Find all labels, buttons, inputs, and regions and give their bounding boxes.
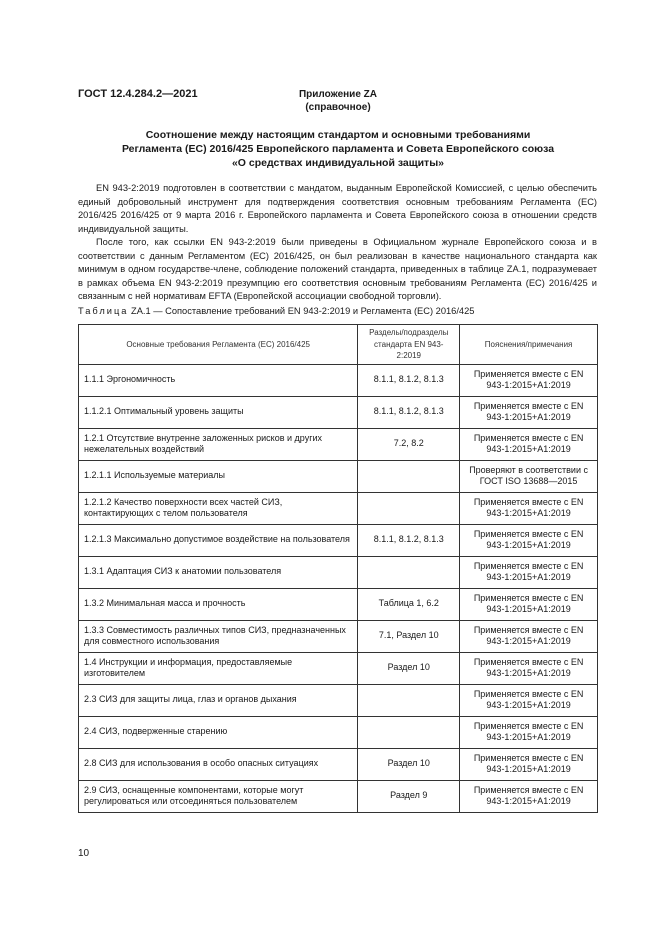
table-row [79,620,598,652]
table-row [79,716,598,748]
section-cell [358,492,460,524]
section-cell: 7.1, Раздел 10 [358,620,460,652]
section-cell: Раздел 9 [358,780,460,812]
section-cell: Раздел 10 [358,748,460,780]
annex-heading [78,88,598,114]
note-cell: Применяется вместе с EN 943-1:2015+A1:2019 [460,396,598,428]
column-header: Основные требования Регламента (ЕС) 2016/425 [79,325,358,365]
note-cell: Применяется вместе с EN 943-1:2015+A1:2019 [460,620,598,652]
note-cell: Применяется вместе с EN 943-1:2015+A1:2019 [460,588,598,620]
table-row [79,524,598,556]
requirement-cell: 1.2.1.2 Качество поверхности всех частей СИЗ, контактирующих с телом пользователя [79,492,358,524]
requirement-cell: 1.1.1 Эргономичность [79,364,358,396]
requirement-cell: 1.3.3 Совместимость различных типов СИЗ, предназначенных для совместного использования [79,620,358,652]
requirement-cell: 1.4 Инструкции и информация, предоставляемые изготовителем [79,652,358,684]
annex-main-title [78,128,598,170]
note-cell: Применяется вместе с EN 943-1:2015+A1:2019 [460,748,598,780]
caption-text: ZA.1 — Сопоставление требований EN 943-2:2019 и Регламента (ЕС) 2016/425 [131,306,475,316]
section-cell: 8.1.1, 8.1.2, 8.1.3 [358,524,460,556]
table-row [79,556,598,588]
table-caption [78,306,474,316]
note-cell: Применяется вместе с EN 943-1:2015+A1:2019 [460,556,598,588]
requirement-cell: 1.2.1 Отсутствие внутренне заложенных рисков и других нежелательных воздействий [79,428,358,460]
body-text [78,182,597,304]
document-header: ГОСТ 12.4.284.2—2021 [78,88,198,100]
table-row [79,748,598,780]
requirement-cell: 2.9 СИЗ, оснащенные компонентами, которые могут регулироваться или отсоединяться пользователем [79,780,358,812]
requirement-cell: 2.3 СИЗ для защиты лица, глаз и органов дыхания [79,684,358,716]
column-header: Разделы/подразделы стандарта EN 943-2:2019 [358,325,460,365]
paragraph: EN 943-2:2019 подготовлен в соответствии с мандатом, выданным Европейской Комиссией, с целью обеспечить единый добровольный инструмент для подтверждения соответствия основным требованиям Регламента (ЕС) 2016/425 2016/425 от 9 марта 2016 г. Европейского парламента и Совета Европейского союза в отношении средств индивидуальной защиты. [78,183,597,234]
note-cell: Применяется вместе с EN 943-1:2015+A1:2019 [460,716,598,748]
table-row [79,364,598,396]
section-cell: Раздел 10 [358,652,460,684]
note-cell: Применяется вместе с EN 943-1:2015+A1:2019 [460,652,598,684]
requirement-cell: 1.1.2.1 Оптимальный уровень защиты [79,396,358,428]
table-row [79,460,598,492]
requirement-cell: 2.8 СИЗ для использования в особо опасных ситуациях [79,748,358,780]
annex-title: Приложение ZA [298,89,378,100]
title-line: Регламента (ЕС) 2016/425 Европейского парламента и Совета Европейского союза [121,143,555,155]
note-cell: Применяется вместе с EN 943-1:2015+A1:2019 [460,524,598,556]
section-cell [358,716,460,748]
section-cell: 8.1.1, 8.1.2, 8.1.3 [358,364,460,396]
requirements-table [78,324,598,813]
caption-prefix: Таблица [78,306,129,316]
table-row [79,684,598,716]
section-cell: 7.2, 8.2 [358,428,460,460]
requirement-cell: 1.2.1.1 Используемые материалы [79,460,358,492]
section-cell [358,460,460,492]
section-cell: Таблица 1, 6.2 [358,588,460,620]
table-row [79,428,598,460]
table-row [79,780,598,812]
table-row [79,652,598,684]
note-cell: Применяется вместе с EN 943-1:2015+A1:2019 [460,364,598,396]
note-cell: Проверяют в соответствии с ГОСТ ISO 13688—2015 [460,460,598,492]
page-number: 10 [78,848,90,859]
table-row [79,396,598,428]
table-header-row [79,325,598,365]
annex-subtitle: (справочное) [305,102,371,113]
title-line: «О средствах индивидуальной защиты» [231,157,445,169]
paragraph: После того, как ссылки EN 943-2:2019 были приведены в Официальном журнале Европейского союза и в соответствии с данным Регламентом (ЕС) 2016/425, он был реализован в качестве национального стандарта как минимум в одном государстве-члене, соблюдение положений стандарта, приведенных в таблице ZA.1, подразумевает в рамках объема EN 943-2:2019 презумпцию его соответствия основным требованиям Регламента (ЕС) 2016/425 и связанным с ней нормативам EFTA (Европейской ассоциации свободной торговли). [78,237,597,301]
column-header: Пояснения/примечания [460,325,598,365]
section-cell: 8.1.1, 8.1.2, 8.1.3 [358,396,460,428]
note-cell: Применяется вместе с EN 943-1:2015+A1:2019 [460,428,598,460]
note-cell: Применяется вместе с EN 943-1:2015+A1:2019 [460,492,598,524]
note-cell: Применяется вместе с EN 943-1:2015+A1:2019 [460,780,598,812]
title-line: Соотношение между настоящим стандартом и основными требованиями [145,129,531,141]
requirement-cell: 1.3.2 Минимальная масса и прочность [79,588,358,620]
section-cell [358,556,460,588]
requirement-cell: 2.4 СИЗ, подверженные старению [79,716,358,748]
table-row [79,588,598,620]
note-cell: Применяется вместе с EN 943-1:2015+A1:2019 [460,684,598,716]
table-row [79,492,598,524]
requirement-cell: 1.2.1.3 Максимально допустимое воздействие на пользователя [79,524,358,556]
section-cell [358,684,460,716]
requirement-cell: 1.3.1 Адаптация СИЗ к анатомии пользователя [79,556,358,588]
